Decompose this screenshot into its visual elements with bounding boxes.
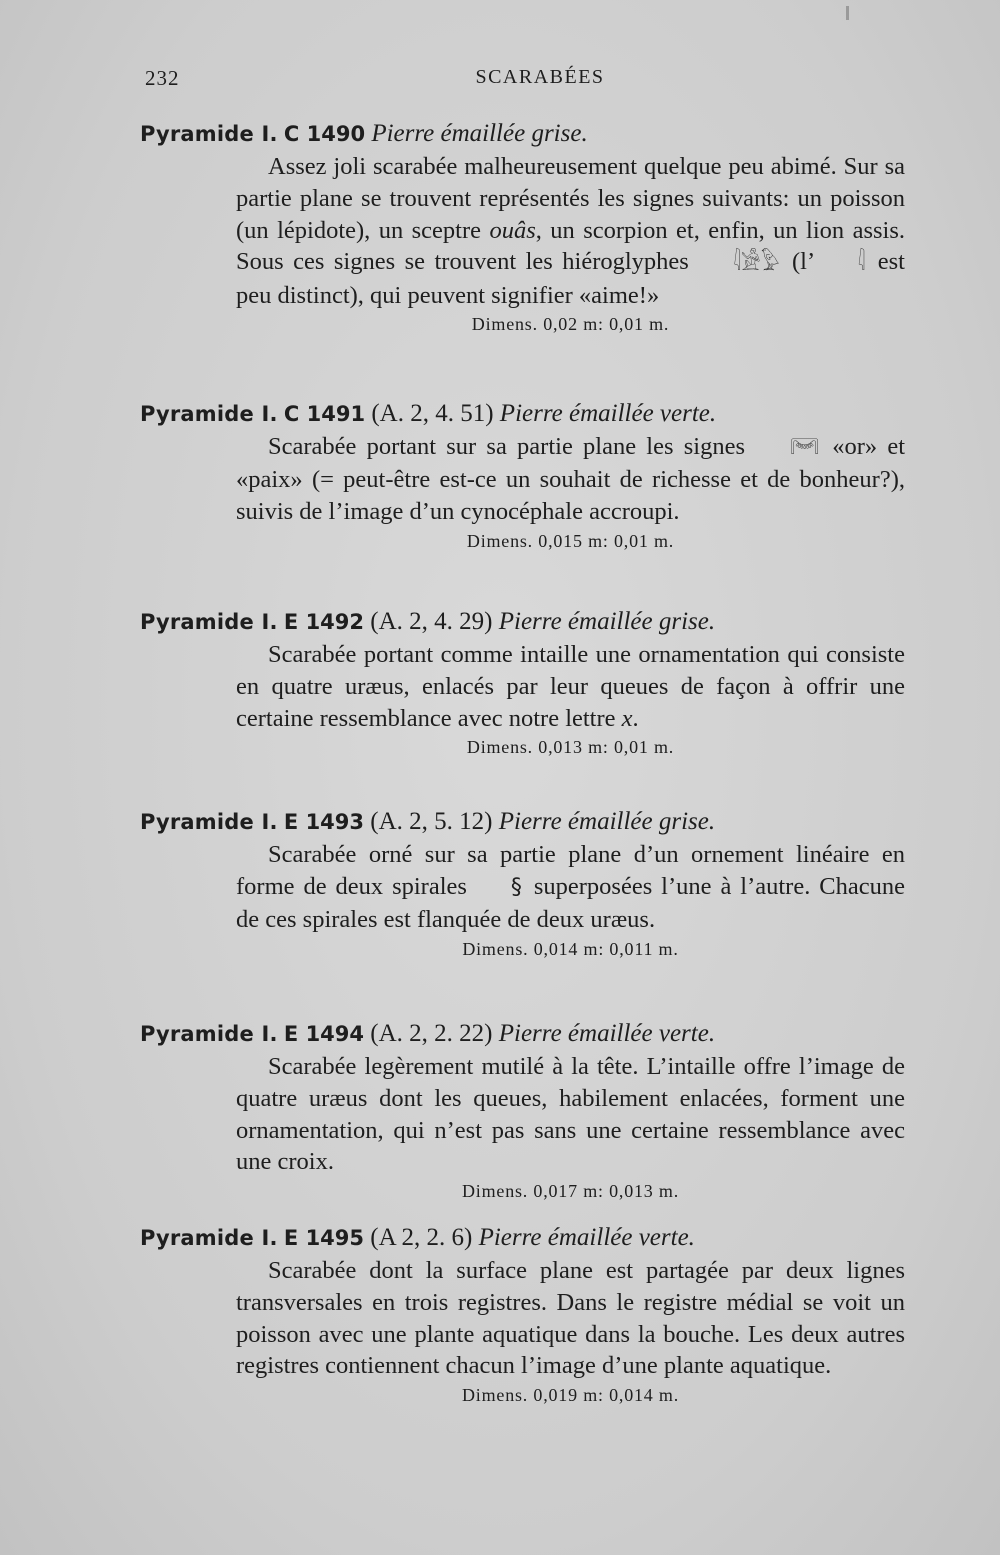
pyramid-label: Pyramide I. xyxy=(140,610,278,634)
dimensions: Dimens. 0,017 m: 0,013 m. xyxy=(462,1181,679,1202)
dimensions: Dimens. 0,014 m: 0,011 m. xyxy=(462,938,679,959)
entry-description: Scarabée portant comme intaille une ornamentation qui consiste en quatre uræus, enlacés par leur queues de façon à offrir une certaine ressemblance avec notre lettre x. xyxy=(236,641,905,732)
running-title: SCARABÉES xyxy=(475,66,605,88)
pyramid-label: Pyramide I. xyxy=(140,122,278,146)
catalog-number: C 1491 xyxy=(283,402,366,426)
inventory-reference: (A. 2, 2. 22) xyxy=(370,1020,493,1047)
material: Pierre émaillée grise. xyxy=(371,120,588,147)
italic-term: x xyxy=(621,704,633,732)
material: Pierre émaillée verte. xyxy=(499,400,717,427)
entry-description: Assez joli scarabée malheureusement quelque peu abimé. Sur sa partie plane se trouvent représentés les signes suivants: un poisson (un lépidote), un sceptre ouâs, un scorpion et, enfin, un lion assis. Sous ces signes se trouvent les hiéroglyphes 𓇋𓀀𓅱 (l’ 𓇋 est peu distinct), qui peuvent signifier «aime!» xyxy=(236,153,906,309)
spiral-ornament-icon: § xyxy=(510,875,522,901)
reed-hieroglyph-icon: 𓇋 xyxy=(857,250,866,276)
entry-heading xyxy=(140,806,905,838)
catalog-entry-1490 xyxy=(140,118,905,335)
inventory-reference: (A. 2, 4. 51) xyxy=(371,400,494,427)
dimensions: Dimens. 0,015 m: 0,01 m. xyxy=(466,530,675,551)
hieroglyph-icon: 𓇋𓀀𓅱 xyxy=(733,250,780,276)
entry-heading xyxy=(140,606,905,638)
inventory-reference: (A 2, 2. 6) xyxy=(370,1224,473,1251)
entry-heading xyxy=(140,118,905,150)
material: Pierre émaillée verte. xyxy=(478,1224,695,1251)
entry-description: Scarabée portant sur sa partie plane les signes 𓋞 «or» et «paix» (= peut-être est-ce un souhait de richesse et de bonheur?), suivis de l’image d’un cynocéphale accroupi. xyxy=(236,433,906,526)
catalog-entry-1494 xyxy=(140,1018,905,1202)
page-number: 232 xyxy=(145,66,180,90)
catalog-entry-1492 xyxy=(140,606,905,758)
inventory-reference: (A. 2, 5. 12) xyxy=(370,808,493,835)
catalog-entry-1493 xyxy=(140,806,905,960)
catalog-number: E 1495 xyxy=(283,1226,365,1250)
pyramid-label: Pyramide I. xyxy=(140,1022,278,1046)
dimensions: Dimens. 0,013 m: 0,01 m. xyxy=(466,737,675,758)
entry-heading xyxy=(140,398,905,430)
material: Pierre émaillée verte. xyxy=(498,1020,716,1047)
catalog-number: E 1493 xyxy=(283,810,365,834)
catalog-number: E 1492 xyxy=(283,610,365,634)
italic-term: ouâs xyxy=(489,216,536,244)
dimensions: Dimens. 0,02 m: 0,01 m. xyxy=(471,314,670,335)
catalog-number: C 1490 xyxy=(283,122,366,146)
entry-description: Scarabée legèrement mutilé à la tête. L’intaille offre l’image de quatre uræus dont les queues, habilement enlacées, forment une ornamentation, qui n’est pas sans une certaine ressemblance avec une croix. xyxy=(236,1053,905,1176)
entry-heading xyxy=(140,1018,905,1050)
inventory-reference: (A. 2, 4. 29) xyxy=(370,608,493,635)
material: Pierre émaillée grise. xyxy=(498,808,716,835)
pyramid-label: Pyramide I. xyxy=(140,810,278,834)
gold-hieroglyph-icon: 𓋞 xyxy=(790,435,819,461)
pyramid-label: Pyramide I. xyxy=(140,1226,278,1250)
pyramid-label: Pyramide I. xyxy=(140,402,278,426)
page-header xyxy=(145,66,935,96)
dimensions: Dimens. 0,019 m: 0,014 m. xyxy=(462,1385,679,1406)
catalog-entry-1491 xyxy=(140,398,905,552)
entry-description: Scarabée dont la surface plane est partagée par deux lignes transversales en trois registres. Dans le registre médial se voit un poisson avec une plante aquatique dans la bouche. Les deux autres registres contiennent chacun l’image d’une plante aquatique. xyxy=(236,1257,905,1380)
catalog-number: E 1494 xyxy=(283,1022,365,1046)
material: Pierre émaillée grise. xyxy=(498,608,716,635)
scan-speck xyxy=(846,6,849,20)
catalog-entry-1495 xyxy=(140,1222,905,1406)
entry-heading xyxy=(140,1222,905,1254)
entry-description: Scarabée orné sur sa partie plane d’un ornement linéaire en forme de deux spirales § superposées l’une à l’autre. Chacune de ces spirales est flanquée de deux uræus. xyxy=(236,841,905,934)
